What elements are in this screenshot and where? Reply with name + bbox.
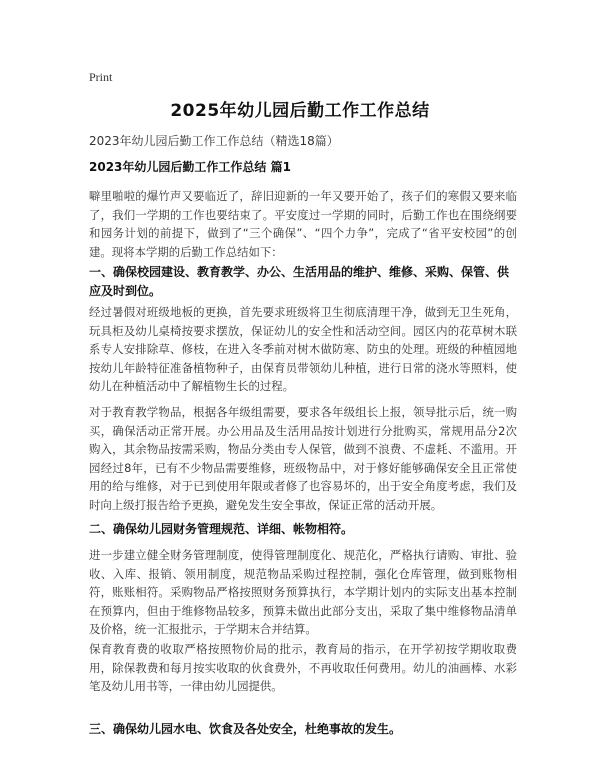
paragraph-2b: 保育教育费的收取严格按照物价局的批示，教育局的指示，在开学初按学期收取费用，除保教费和每月按实收取的伙食费外，不再收取任何费用。幼儿的油画棒、水彩笔及幼儿用书等，一律由幼儿园提供。 bbox=[89, 642, 517, 694]
section-title: 2023年幼儿园后勤工作工作总结 篇1 bbox=[89, 160, 291, 174]
document-title: 2025年幼儿园后勤工作工作总结 bbox=[170, 101, 430, 121]
print-label: Print bbox=[89, 70, 113, 84]
intro-paragraph: 噼里啪啦的爆竹声又要临近了，辞旧迎新的一年又要开始了，孩子们的寒假又要来临了，我们一学期的工作也要结束了。平安度过一学期的同时，后勤工作也在围绕纲要和园务计划的前提下，做到了“三个确保”、“四个力争”，完成了“省平安校园”的创建。现将本学期的后勤工作总结如下： bbox=[89, 189, 517, 259]
paragraph-2a: 进一步建立健全财务管理制度，使得管理制度化、规范化，严格执行请购、审批、验收、入库、报销、领用制度，规范物品采购过程控制，强化仓库管理，做到账物相符，账账相符。采购物品严格按照财务预算执行，本学期计划内的实际支出基本控制在预算内，但由于维修物品较多，预算未做出此部分支出，采取了集中维修物品清单及价格，统一汇报批示，于学期末合并结算。 bbox=[89, 548, 517, 637]
heading-2: 二、确保幼儿园财务管理规范、详细、帐物相符。 bbox=[89, 522, 354, 536]
paragraph-1b: 对于教育教学物品，根据各年级组需要，要求各年级组长上报，领导批示后，统一购买，确保活动正常开展。办公用品及生活用品按计划进行分批购买，常规用品分2次购入，其余物品按需采购，物品分类由专人保管，做到不浪费、不虚耗、不滥用。开园经过8年，已有不少物品需要维修，班级物品中，对于修好能够确保安全且正常使用的给与维修，对于已到使用年限或者修了也容易坏的，出于安全角度考虑，我们及时向上级打报告给予更换，避免发生安全事故，保证正常的活动开展。 bbox=[89, 405, 517, 512]
heading-3: 三、确保幼儿园水电、饮食及各处安全，杜绝事故的发生。 bbox=[89, 722, 402, 736]
heading-1: 一、确保校园建设、教育教学、办公、生活用品的维护、维修、采购、保管、供应及时到位。 bbox=[89, 265, 510, 298]
paragraph-1a: 经过暑假对班级地板的更换，首先要求班级将卫生彻底清理干净，做到无卫生死角，玩具柜及幼儿桌椅按要求摆放，保证幼儿的安全性和活动空间。园区内的花草树木联系专人安排除草、修枝，在进入冬季前对树木做防寒、防虫的处理。班级的种植园地按幼儿年龄特征准备植物种子，由保育员带领幼儿种植，进行日常的浇水等照料，使幼儿在种植活动中了解植物生长的过程。 bbox=[89, 305, 517, 394]
document-subtitle: 2023年幼儿园后勤工作工作总结（精选18篇） bbox=[89, 134, 339, 148]
